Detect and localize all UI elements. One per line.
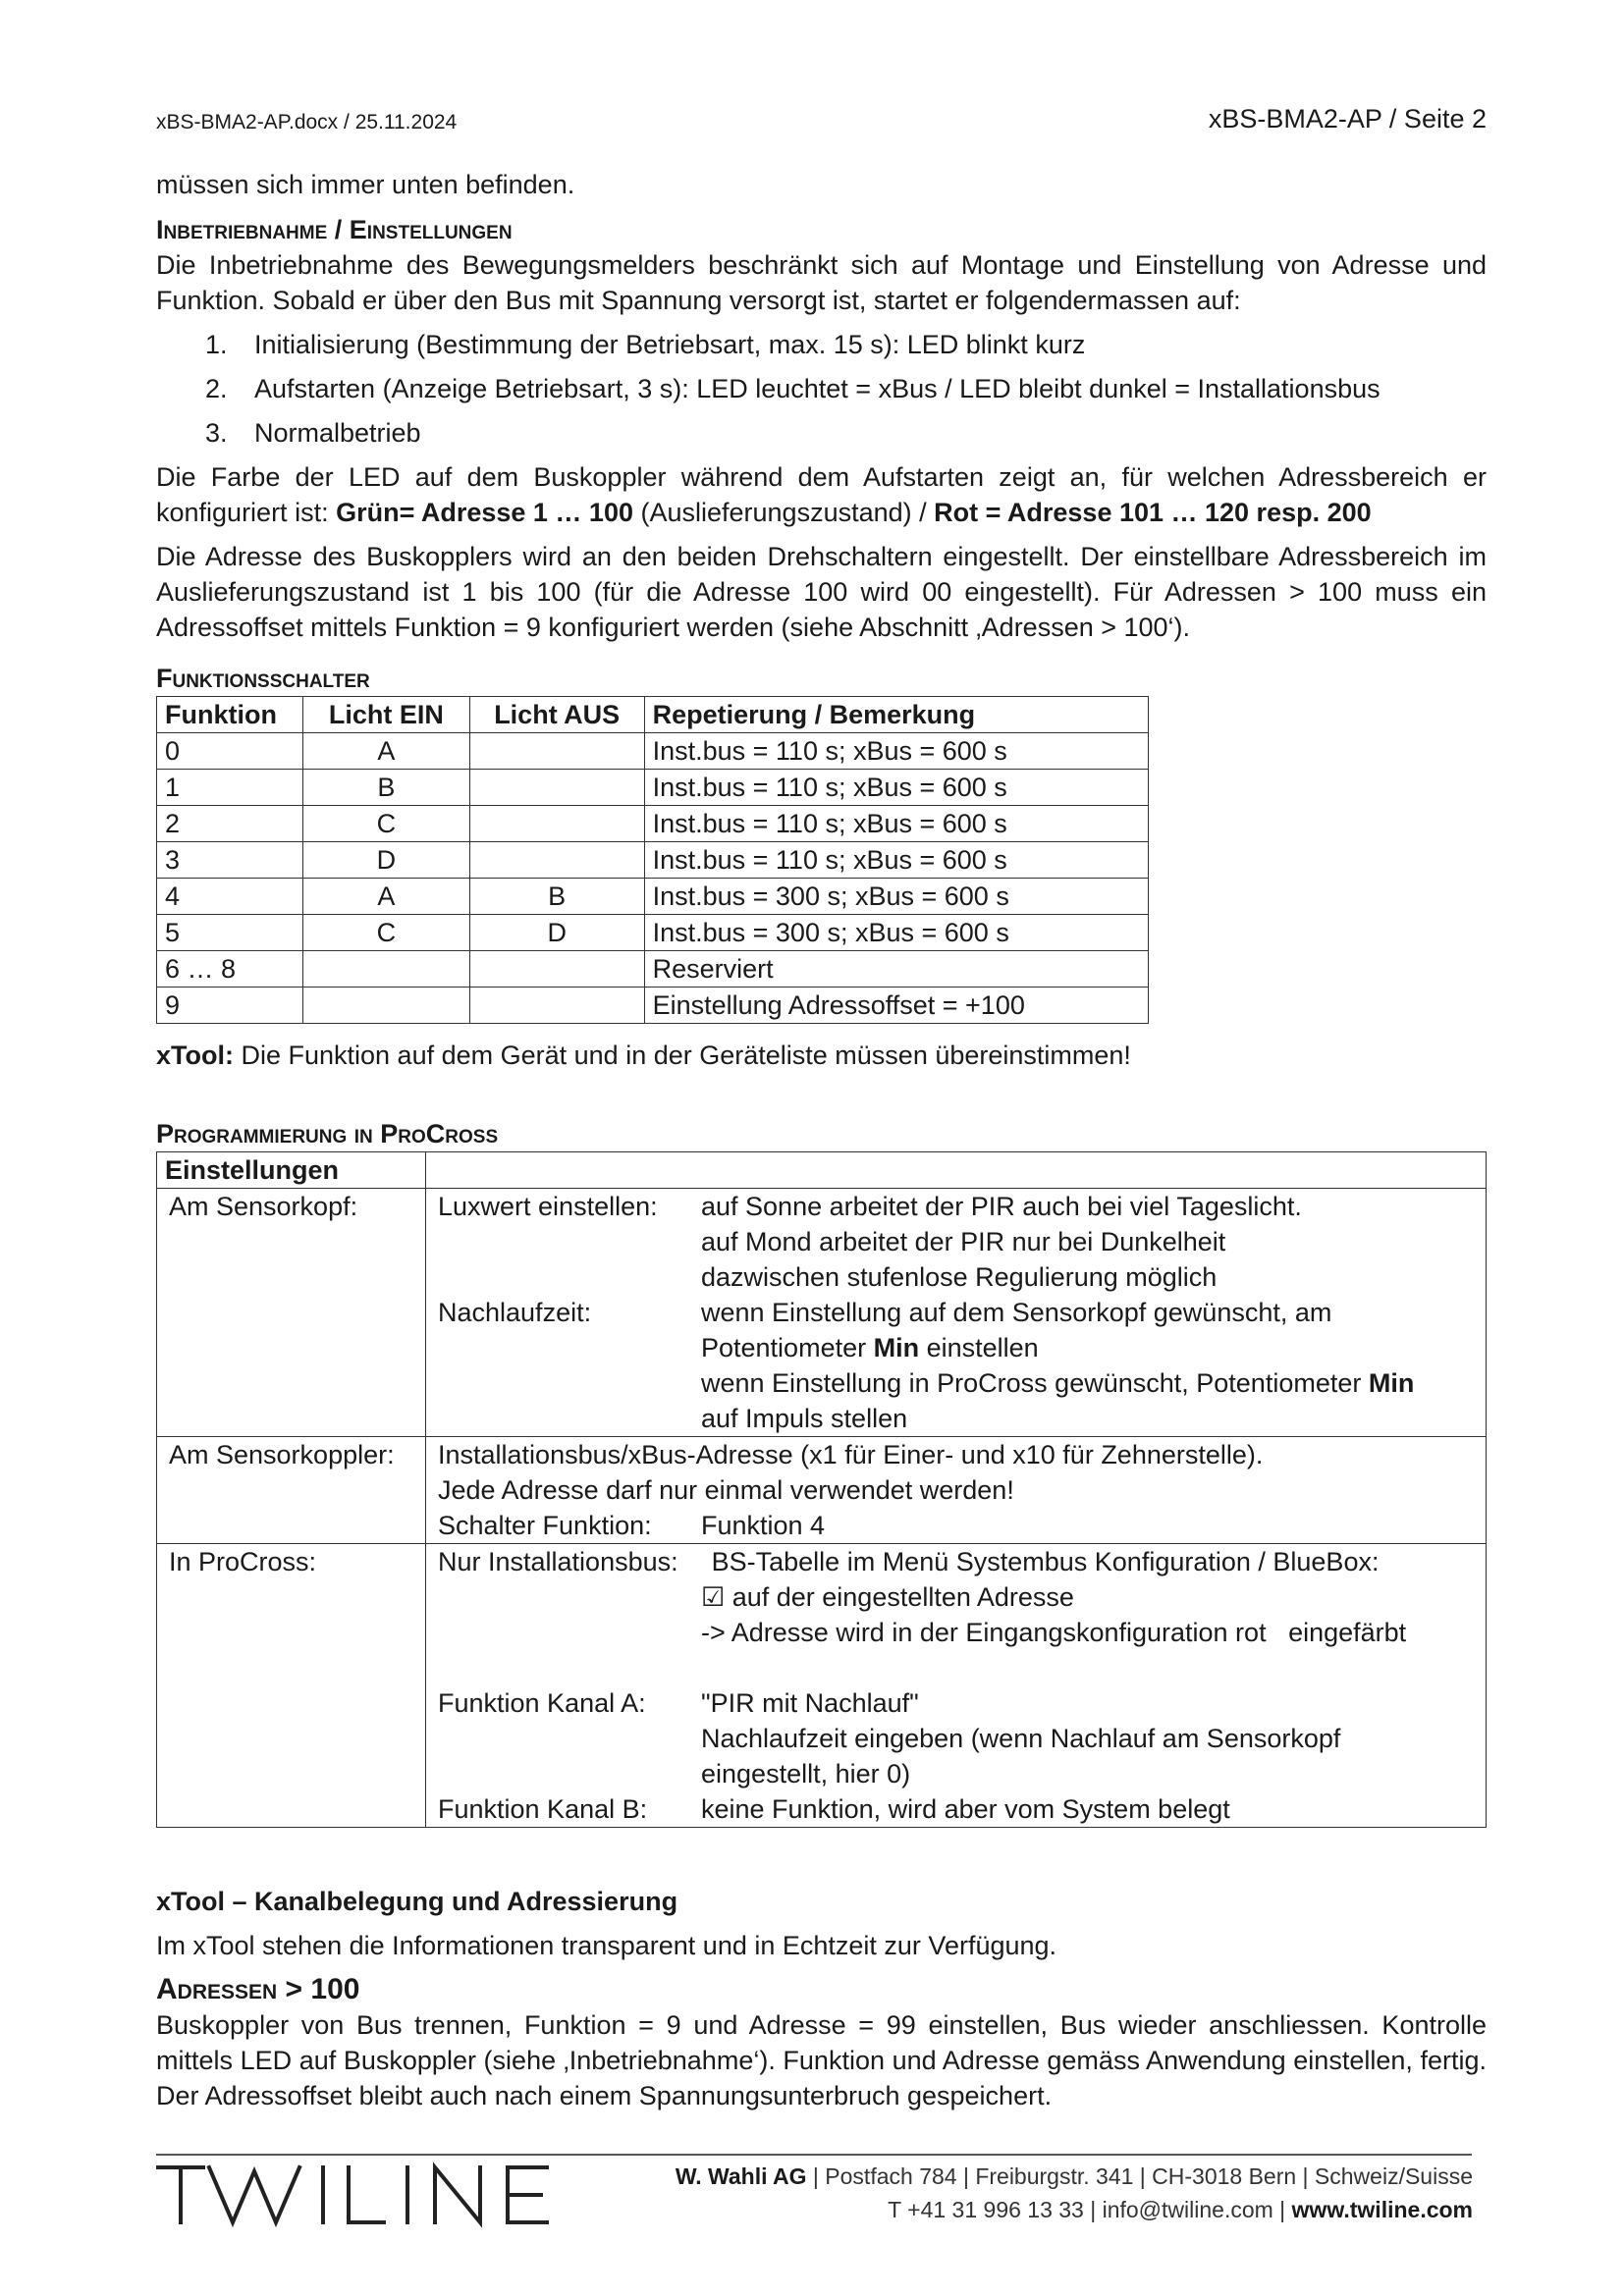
setting-label: Luxwert einstellen: xyxy=(438,1192,658,1221)
setting-value: -> Adresse wird in der Eingangskonfiguration rot eingefärbt xyxy=(701,1618,1407,1647)
setting-line xyxy=(438,1295,1474,1330)
address-line xyxy=(676,2160,1473,2193)
contact-info: T +41 31 996 13 33 | info@twiline.com | xyxy=(888,2197,1292,2222)
table-cell: A xyxy=(302,733,469,770)
table-row-sensorkoppler xyxy=(157,1437,1487,1544)
section-inbetriebnahme xyxy=(156,212,1487,645)
setting-value: eingestellt, hier 0) xyxy=(701,1759,911,1789)
table-cell: Inst.bus = 110 s; xBus = 600 s xyxy=(644,842,1148,879)
table-row xyxy=(157,915,1149,951)
setting-line xyxy=(438,1365,1474,1401)
table-cell: A xyxy=(302,879,469,915)
list-number: 3. xyxy=(205,418,228,448)
setting-line xyxy=(438,1756,1474,1791)
setting-value: wenn Einstellung auf dem Sensorkopf gewünscht, am xyxy=(701,1298,1332,1327)
list-item xyxy=(156,327,1487,362)
setting-value: auf Mond arbeitet der PIR nur bei Dunkelheit xyxy=(701,1227,1226,1256)
row-content xyxy=(426,1437,1487,1544)
table-cell xyxy=(469,770,644,806)
table-cell: Inst.bus = 300 s; xBus = 600 s xyxy=(644,915,1148,951)
setting-line xyxy=(438,1544,1474,1579)
intro-line: müssen sich immer unten befinden. xyxy=(156,170,575,199)
setting-value: BS-Tabelle im Menü Systembus Konfiguration / BlueBox: xyxy=(711,1547,1380,1576)
company-name: W. Wahli AG xyxy=(675,2163,807,2189)
company-address xyxy=(676,2160,1473,2226)
section-title: Funktionsschalter xyxy=(156,664,370,693)
table-cell: Reserviert xyxy=(644,951,1148,988)
setting-line xyxy=(438,1401,1474,1436)
setting-line xyxy=(438,1330,1474,1365)
table-row-sensorkopf xyxy=(157,1189,1487,1437)
setting-line xyxy=(438,1615,1474,1650)
paragraph-led-color xyxy=(156,459,1487,530)
list-text: Aufstarten (Anzeige Betriebsart, 3 s): LED leuchtet = xBus / LED bleibt dunkel = Installationsbus xyxy=(254,374,1380,403)
table-header-row xyxy=(157,1152,1487,1189)
column-header: Licht AUS xyxy=(469,697,644,733)
page-header xyxy=(156,101,1487,140)
table-cell: C xyxy=(302,915,469,951)
table-row-procross xyxy=(157,1544,1487,1828)
list-number: 1. xyxy=(205,330,228,359)
table-row xyxy=(157,770,1149,806)
text-span: Die Funktion auf dem Gerät und in der Geräteliste müssen übereinstimmen! xyxy=(233,1041,1131,1070)
paragraph: Die Inbetriebnahme des Bewegungsmelders beschränkt sich auf Montage und Einstellung von Adresse und Funktion. Sobald er über den Bus mit Spannung versorgt ist, startet er folgendermassen auf: xyxy=(156,250,1487,315)
website-link[interactable]: www.twiline.com xyxy=(1291,2197,1473,2222)
setting-value: auf Sonne arbeitet der PIR auch bei viel Tageslicht. xyxy=(701,1192,1302,1221)
row-label: Am Sensorkoppler: xyxy=(157,1437,426,1544)
setting-label: Funktion Kanal A: xyxy=(438,1688,646,1718)
table-cell: Inst.bus = 110 s; xBus = 600 s xyxy=(644,770,1148,806)
table-cell: 5 xyxy=(157,915,303,951)
table-row xyxy=(157,988,1149,1024)
table-cell: 0 xyxy=(157,733,303,770)
function-table xyxy=(156,696,1149,1024)
setting-value: Potentiometer Min einstellen xyxy=(701,1333,1039,1362)
table-cell: 3 xyxy=(157,842,303,879)
document-filename: xBS-BMA2-AP.docx / 25.11.2024 xyxy=(156,111,458,133)
table-cell: 2 xyxy=(157,806,303,842)
startup-steps xyxy=(156,327,1487,451)
table-cell xyxy=(469,988,644,1024)
contact-line xyxy=(676,2193,1473,2226)
paragraph: Buskoppler von Bus trennen, Funktion = 9 und Adresse = 99 einstellen, Bus wieder anschliessen. Kontrolle mittels LED auf Buskoppler (siehe ‚Inbetriebnahme‘). Funktion und Adresse gemäss Anwendung einstellen, fertig. Der Adressoffset bleibt auch nach einem Spannungsunterbruch gespeichert. xyxy=(156,2010,1487,2110)
table-header-row xyxy=(157,697,1149,733)
setting-text: Installationsbus/xBus-Adresse (x1 für Einer- und x10 für Zehnerstelle). xyxy=(438,1440,1264,1469)
setting-value: Nachlaufzeit eingeben (wenn Nachlauf am Sensorkopf xyxy=(701,1724,1341,1753)
table-cell xyxy=(302,988,469,1024)
paragraph: Im xTool stehen die Informationen transparent und in Echtzeit zur Verfügung. xyxy=(156,1931,1057,1960)
setting-line xyxy=(438,1579,1474,1615)
setting-value: ☑ auf der eingestellten Adresse xyxy=(701,1582,1074,1612)
section-title: Adressen > 100 xyxy=(156,1973,360,2005)
bold-span: Grün= Adresse 1 … 100 xyxy=(336,498,633,527)
table-row xyxy=(157,842,1149,879)
procross-table xyxy=(156,1151,1487,1828)
section-adressen xyxy=(156,1972,1487,2113)
section-title: Programmierung in ProCross xyxy=(156,1119,499,1148)
page-number: xBS-BMA2-AP / Seite 2 xyxy=(1208,104,1487,133)
table-cell: D xyxy=(469,915,644,951)
row-content xyxy=(426,1544,1487,1828)
setting-label: Funktion Kanal B: xyxy=(438,1794,648,1824)
xtool-note xyxy=(156,1038,1487,1073)
table-row xyxy=(157,733,1149,770)
row-content xyxy=(426,1189,1487,1437)
twiline-logo xyxy=(156,2160,559,2230)
setting-line xyxy=(438,1791,1474,1827)
section-title: Inbetriebnahme / Einstellungen xyxy=(156,215,513,244)
setting-value: keine Funktion, wird aber vom System belegt xyxy=(701,1794,1230,1824)
setting-label: Nur Installationsbus: xyxy=(438,1547,678,1576)
row-label: Am Sensorkopf: xyxy=(157,1189,426,1437)
setting-value: "PIR mit Nachlauf" xyxy=(701,1688,919,1718)
setting-text: Jede Adresse darf nur einmal verwendet werden! xyxy=(438,1475,1014,1505)
section-funktionsschalter xyxy=(156,661,1487,1073)
text-span: Die Farbe der LED auf dem Buskoppler während dem Aufstarten zeigt an, für welchen Adressbereich er konfiguriert ist: xyxy=(156,462,1487,527)
table-cell xyxy=(469,806,644,842)
table-cell xyxy=(469,951,644,988)
setting-line xyxy=(438,1224,1474,1259)
setting-line xyxy=(438,1721,1474,1756)
setting-value: wenn Einstellung in ProCross gewünscht, Potentiometer Min xyxy=(701,1368,1415,1398)
table-cell: 9 xyxy=(157,988,303,1024)
column-header: Licht EIN xyxy=(302,697,469,733)
column-header-empty xyxy=(426,1152,1487,1189)
setting-line xyxy=(438,1508,1474,1543)
setting-value: dazwischen stufenlose Regulierung möglich xyxy=(701,1262,1218,1292)
postal-address: | Postfach 784 | Freiburgstr. 341 | CH-3018 Bern | Schweiz/Suisse xyxy=(806,2163,1473,2189)
text-span: (Auslieferungszustand) / xyxy=(632,498,935,527)
table-cell: B xyxy=(469,879,644,915)
table-cell xyxy=(469,733,644,770)
table-row xyxy=(157,951,1149,988)
setting-line xyxy=(438,1189,1474,1224)
list-text: Initialisierung (Bestimmung der Betriebsart, max. 15 s): LED blinkt kurz xyxy=(254,330,1086,359)
table-cell: Einstellung Adressoffset = +100 xyxy=(644,988,1148,1024)
section-title: xTool – Kanalbelegung und Adressierung xyxy=(156,1887,678,1916)
list-item xyxy=(156,415,1487,451)
section-procross xyxy=(156,1116,1487,1828)
bold-span: Rot = Adresse 101 … 120 resp. 200 xyxy=(934,498,1372,527)
column-header: Einstellungen xyxy=(157,1152,426,1189)
setting-label: Nachlaufzeit: xyxy=(438,1298,592,1327)
table-row xyxy=(157,879,1149,915)
setting-value: Funktion 4 xyxy=(701,1511,826,1540)
table-cell: 1 xyxy=(157,770,303,806)
table-cell: D xyxy=(302,842,469,879)
setting-label: Schalter Funktion: xyxy=(438,1511,652,1540)
table-cell: 4 xyxy=(157,879,303,915)
setting-line xyxy=(438,1259,1474,1295)
table-cell: Inst.bus = 300 s; xBus = 600 s xyxy=(644,879,1148,915)
footer-divider xyxy=(156,2154,1472,2156)
table-cell xyxy=(469,842,644,879)
paragraph-address: Die Adresse des Buskopplers wird an den beiden Drehschaltern eingestellt. Der einstellbare Adressbereich im Auslieferungszustand ist 1 bis 100 (für die Adresse 100 wird 00 eingestellt). Für Adressen > 100 muss ein Adressoffset mittels Funktion = 9 konfiguriert werden (siehe Abschnitt ‚Adressen > 100‘). xyxy=(156,542,1487,642)
table-row xyxy=(157,806,1149,842)
spacer xyxy=(438,1650,1474,1685)
section-xtool xyxy=(156,1884,1487,1963)
table-cell: B xyxy=(302,770,469,806)
list-number: 2. xyxy=(205,374,228,403)
column-header: Repetierung / Bemerkung xyxy=(644,697,1148,733)
twiline-logo-icon xyxy=(156,2160,559,2230)
row-label: In ProCross: xyxy=(157,1544,426,1828)
table-cell: C xyxy=(302,806,469,842)
list-text: Normalbetrieb xyxy=(254,418,421,448)
table-cell: Inst.bus = 110 s; xBus = 600 s xyxy=(644,733,1148,770)
setting-value: auf Impuls stellen xyxy=(701,1404,908,1433)
bold-span: xTool: xyxy=(156,1041,234,1070)
setting-line xyxy=(438,1685,1474,1721)
table-cell: 6 … 8 xyxy=(157,951,303,988)
table-cell xyxy=(302,951,469,988)
list-item xyxy=(156,371,1487,406)
column-header: Funktion xyxy=(157,697,303,733)
table-cell: Inst.bus = 110 s; xBus = 600 s xyxy=(644,806,1148,842)
